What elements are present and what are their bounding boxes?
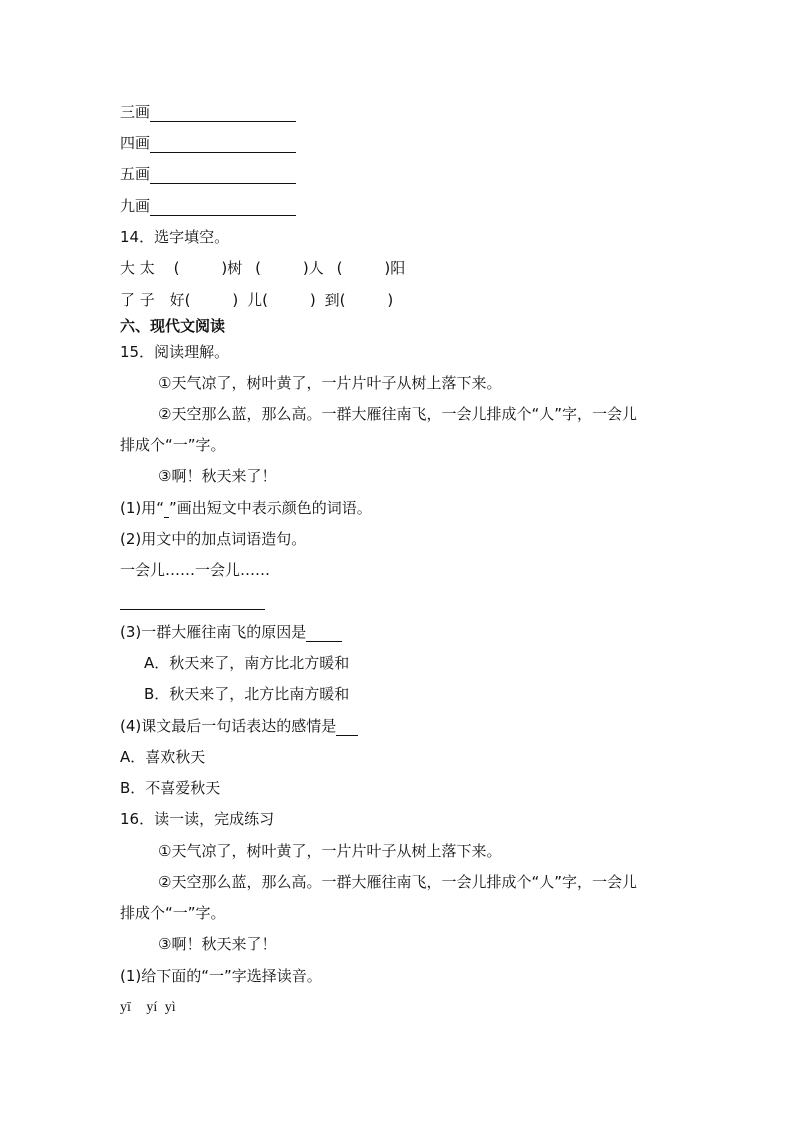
stroke-label: 九画 (120, 197, 151, 215)
fill-open: 儿( (247, 291, 268, 309)
pinyin-option[interactable]: yī (120, 1000, 131, 1015)
q15-paragraph-2a: ②天空那么蓝，那么高。一群大雁往南飞，一会儿排成个“人”字，一会儿 (158, 405, 637, 423)
underline-sample (164, 517, 169, 518)
q16-paragraph-1: ①天气凉了，树叶黄了，一片片叶子从树上落下来。 (158, 842, 502, 860)
q15-sub-2-hint: 一会儿……一会儿…… (120, 561, 271, 579)
answer-blank[interactable] (306, 641, 342, 642)
q15-paragraph-3: ③啊！秋天来了！ (158, 467, 277, 485)
pinyin-options (120, 998, 176, 1018)
fill-close: )阳 (384, 259, 406, 277)
stroke-line-9 (120, 196, 296, 216)
pinyin-option[interactable]: yí (146, 1000, 158, 1015)
q15-paragraph-1: ①天气凉了，树叶黄了，一片片叶子从树上落下来。 (158, 374, 502, 392)
choice-chars: 了 子 (120, 291, 155, 309)
fill-open: ( (173, 259, 180, 277)
fill-close: ) (232, 291, 239, 309)
answer-blank[interactable] (336, 735, 358, 736)
q16-paragraph-3: ③啊！秋天来了！ (158, 935, 277, 953)
q15-sub-1 (120, 498, 372, 518)
stroke-label: 五画 (120, 165, 151, 183)
q16-paragraph-2a: ②天空那么蓝，那么高。一群大雁往南飞，一会儿排成个“人”字，一会儿 (158, 873, 637, 891)
stroke-line-3 (120, 102, 296, 122)
fill-open: 到( (324, 291, 346, 309)
q16-sub-1: (1)给下面的“一”字选择读音。 (120, 967, 322, 985)
q15-option-3a[interactable]: A．秋天来了，南方比北方暖和 (144, 654, 350, 672)
q15-paragraph-2b: 排成个“一”字。 (120, 436, 226, 454)
q14-row-1 (120, 258, 405, 278)
question-16-title: 16．读一读，完成练习 (120, 810, 275, 828)
answer-blank[interactable] (150, 183, 296, 184)
fill-open: ( (255, 259, 261, 277)
sub-4-text: (4)课文最后一句话表达的感情是 (120, 717, 337, 735)
sub-3-text: (3)一群大雁往南飞的原因是 (120, 623, 307, 641)
q15-sub-3 (120, 622, 342, 642)
sub-1-text-a: (1)用“ (120, 499, 165, 517)
stroke-line-4 (120, 133, 296, 153)
fill-close: ) (387, 291, 394, 309)
question-14-title: 14．选字填空。 (120, 228, 230, 246)
answer-blank[interactable] (120, 591, 265, 610)
answer-blank[interactable] (150, 152, 296, 153)
choice-chars: 大 太 (120, 259, 155, 277)
sub-1-text-b: ”画出短文中表示颜色的词语。 (169, 499, 372, 517)
stroke-line-5 (120, 164, 296, 184)
answer-blank[interactable] (150, 121, 296, 122)
q15-sentence-line (120, 590, 265, 610)
fill-open: 好( (169, 291, 191, 309)
stroke-label: 三画 (120, 103, 151, 121)
answer-blank[interactable] (150, 215, 296, 216)
section-6-heading: 六、现代文阅读 (120, 317, 226, 335)
fill-close: )树 (221, 259, 243, 277)
q15-option-4b[interactable]: B．不喜爱秋天 (120, 779, 221, 797)
fill-open: ( (336, 259, 343, 277)
q16-paragraph-2b: 排成个“一”字。 (120, 904, 226, 922)
question-15-title: 15．阅读理解。 (120, 343, 230, 361)
pinyin-option[interactable]: yì (164, 1000, 176, 1015)
fill-close: ) (309, 291, 316, 309)
q15-sub-2: (2)用文中的加点词语造句。 (120, 530, 307, 548)
q15-option-4a[interactable]: A．喜欢秋天 (120, 748, 206, 766)
fill-close: )人 (302, 259, 324, 277)
q14-row-2 (120, 290, 393, 310)
stroke-label: 四画 (120, 134, 151, 152)
q15-option-3b[interactable]: B．秋天来了，北方比南方暖和 (144, 685, 350, 703)
q15-sub-4 (120, 716, 358, 736)
